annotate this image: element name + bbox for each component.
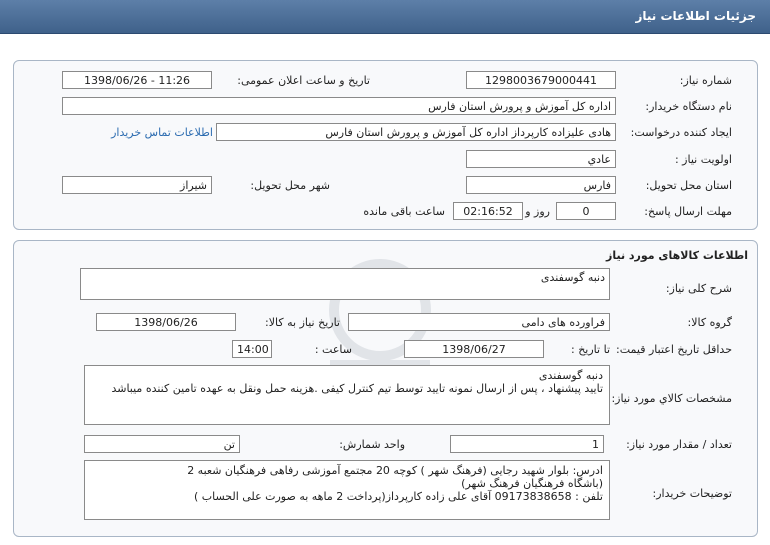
need-number-label: شماره نیاز:: [679, 74, 732, 87]
buyer-label: نام دستگاه خریدار:: [645, 100, 732, 113]
city-field: شیراز: [62, 176, 212, 194]
province-field: فارس: [466, 176, 616, 194]
days-field: 0: [556, 202, 616, 220]
group-field: فراورده های دامی: [348, 313, 610, 331]
priority-field: عادي: [466, 150, 616, 168]
qty-label: تعداد / مقدار مورد نیاز:: [626, 438, 732, 451]
min-price-label: حداقل تاریخ اعتبار قیمت:: [616, 343, 732, 356]
deadline-label: مهلت ارسال پاسخ:: [644, 205, 732, 218]
buyer-desc-line-2: (باشگاه فرهنگیان فرهنگ شهر): [461, 477, 603, 490]
until-date-field: 1398/06/27: [404, 340, 544, 358]
unit-label: واحد شمارش:: [339, 438, 405, 451]
days-word: روز و: [525, 205, 550, 218]
creator-field: هادی علیزاده کارپرداز اداره کل آموزش و پرورش استان فارس: [216, 123, 616, 141]
qty-field: 1: [450, 435, 604, 453]
specs-line-2: تایید پیشنهاد ، پس از ارسال نمونه تایید توسط تیم کنترل کیفی .هزینه حمل ونقل به عهده تامین کننده میباشد: [111, 382, 603, 395]
need-date-field: 1398/06/26: [96, 313, 236, 331]
summary-field: دنبه گوسفندی: [80, 268, 610, 300]
need-number-field: 1298003679000441: [466, 71, 616, 89]
priority-label: اولویت نیاز :: [674, 153, 732, 166]
group-label: گروه کالا:: [687, 316, 732, 329]
buyer-desc-line-1: ادرس: بلوار شهید رجایی (فرهنگ شهر ) کوچه 20 مجتمع آموزشی رفاهی فرهنگیان شعبه 2: [187, 464, 603, 477]
title-bar: [0, 0, 770, 34]
specs-label: مشخصات کالاي مورد نیاز:: [611, 392, 732, 405]
summary-label: شرح کلی نیاز:: [665, 282, 732, 295]
buyer-desc-line-3: تلفن : 09173838658 آقای علی زاده کارپرداز(پرداخت 2 ماهه به صورت علی الحساب ): [193, 490, 603, 503]
page-title: جزئیات اطلاعات نیاز: [635, 9, 756, 23]
province-label: استان محل تحویل:: [645, 179, 732, 192]
creator-label: ایجاد کننده درخواست:: [630, 126, 732, 139]
specs-field: [84, 365, 610, 425]
need-date-label: تاریخ نیاز به کالا:: [265, 316, 340, 329]
announce-field: 1398/06/26 - 11:26: [62, 71, 212, 89]
city-label: شهر محل تحویل:: [250, 179, 330, 192]
announce-label: تاریخ و ساعت اعلان عمومی:: [237, 74, 370, 87]
buyer-contact-link[interactable]: اطلاعات تماس خریدار: [111, 126, 213, 139]
hour-field: 14:00: [232, 340, 272, 358]
time-left-word: ساعت باقی مانده: [363, 205, 445, 218]
buyer-field: اداره کل آموزش و پرورش استان فارس: [62, 97, 616, 115]
goods-section-title: اطلاعات کالاهای مورد نیاز: [606, 249, 748, 262]
hour-label: ساعت :: [314, 343, 352, 356]
time-left-field: 02:16:52: [453, 202, 523, 220]
unit-field: تن: [84, 435, 240, 453]
until-label: تا تاریخ :: [571, 343, 610, 356]
buyer-desc-label: توضیحات خریدار:: [652, 487, 732, 500]
buyer-desc-field: [84, 460, 610, 520]
specs-line-1: دنبه گوسفندی: [538, 369, 603, 382]
